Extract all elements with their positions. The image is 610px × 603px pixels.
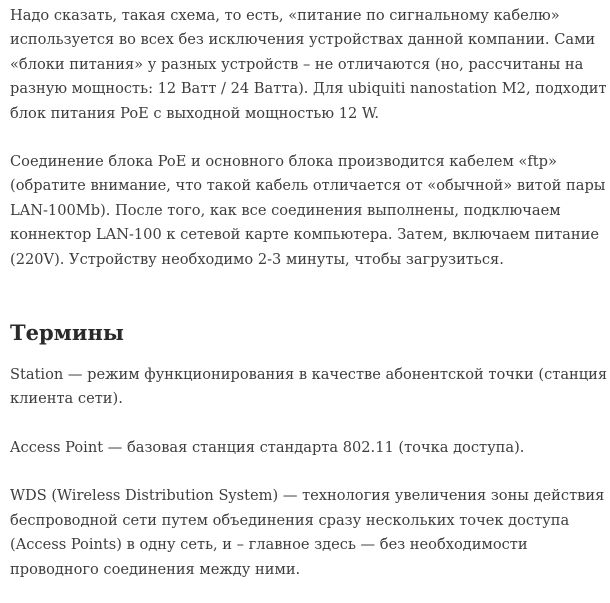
term-access-point bbox=[10, 436, 604, 460]
text-line: Соединение блока PoE и основного блока производится кабелем «ftp» bbox=[10, 153, 557, 171]
text-line: используется во всех без исключения устройствах данной компании. Сами bbox=[10, 31, 596, 49]
text-line: блок питания PoE с выходной мощностью 12 W. bbox=[10, 104, 380, 122]
text-line: (220V). Устройству необходимо 2-3 минуты, чтобы загрузиться. bbox=[10, 250, 504, 268]
text-line: разную мощность: 12 Ватт / 24 Ватта). Для ubiquiti nanostation M2, подходит bbox=[10, 80, 607, 98]
text-line: Access Point — базовая станция стандарта 802.11 (точка доступа). bbox=[10, 438, 525, 456]
term-wds bbox=[10, 484, 604, 582]
text-line: проводного соединения между ними. bbox=[10, 560, 301, 578]
text-line: WDS (Wireless Distribution System) — технология увеличения зоны действия bbox=[10, 487, 605, 505]
text-line: коннектор LAN-100 к сетевой карте компьютера. Затем, включаем питание bbox=[10, 226, 599, 244]
text-line: LAN-100Mb). После того, как все соединения выполнены, подключаем bbox=[10, 201, 561, 219]
text-line: Надо сказать, такая схема, то есть, «питание по сигнальному кабелю» bbox=[10, 7, 560, 24]
term-station bbox=[10, 363, 608, 412]
text-line: Station — режим функционирования в качестве абонентской точки (станция bbox=[10, 366, 608, 384]
terms-heading: Термины bbox=[10, 320, 124, 346]
text-line: клиента сети). bbox=[10, 390, 123, 408]
text-line: (обратите внимание, что такой кабель отличается от «обычной» витой пары bbox=[10, 177, 606, 195]
text-line: «блоки питания» у разных устройств – не отличаются (но, рассчитаны на bbox=[10, 55, 584, 73]
paragraph-connection bbox=[10, 150, 604, 272]
text-line: беспроводной сети путем объединения сразу нескольких точек доступа bbox=[10, 511, 570, 529]
paragraph-poe-scheme bbox=[10, 4, 607, 126]
text-line: (Access Points) в одну сеть, и – главное здесь — без необходимости bbox=[10, 536, 528, 554]
